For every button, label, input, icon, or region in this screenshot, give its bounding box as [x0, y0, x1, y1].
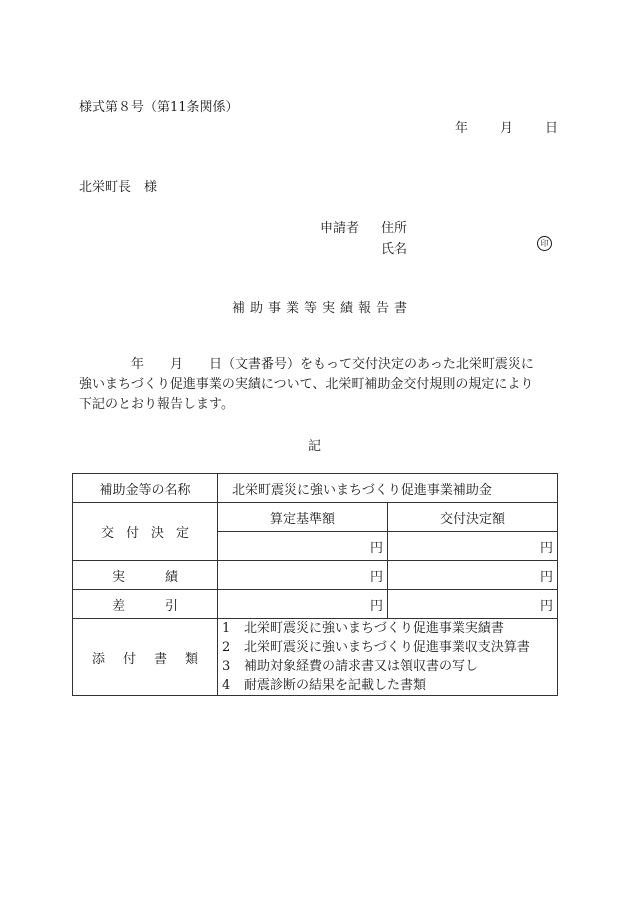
table-row: [73, 619, 558, 696]
decision-base-yen: 円: [218, 532, 388, 561]
diff-label-cell: [73, 590, 218, 619]
table-row: [73, 561, 558, 590]
body-line-3: 下記のとおり報告します。: [79, 397, 234, 412]
actual-amount-yen: 円: [388, 561, 558, 590]
date-day: 日: [545, 121, 559, 136]
body-text: [79, 355, 559, 415]
seal-mark: 印: [537, 236, 552, 251]
document-title: 補助事業等実績報告書: [232, 301, 413, 316]
attachment-number: 2: [222, 640, 231, 655]
actual-label-cell: [73, 561, 218, 590]
attachments-list: [218, 619, 558, 696]
subsidy-name-value: 北栄町震災に強いまちづくり促進事業補助金: [218, 474, 558, 503]
date-line: [455, 117, 558, 136]
record-mark: 記: [308, 439, 322, 454]
col-decision-header: 交付決定額: [388, 503, 558, 532]
attach-label-cell: [73, 619, 218, 696]
diff-label: 差引: [111, 598, 218, 614]
date-year: 年: [455, 121, 469, 136]
attachment-text: 補助対象経費の請求書又は領収書の写し: [244, 659, 479, 674]
list-item: [222, 619, 553, 638]
attach-label: 添付書類: [91, 651, 216, 667]
actual-base-yen: 円: [218, 561, 388, 590]
list-item: [222, 657, 553, 676]
addressee: 北栄町長 様: [79, 180, 158, 195]
attachment-number: 1: [222, 621, 231, 636]
table-row: [73, 474, 558, 503]
decision-amount-yen: 円: [388, 532, 558, 561]
attachment-text: 耐震診断の結果を記載した書類: [244, 678, 427, 693]
table-row: [73, 590, 558, 619]
decision-label: 交付決定: [100, 526, 201, 541]
address-label: 住所: [381, 221, 408, 236]
applicant-label: 申請者: [320, 221, 360, 236]
list-item: [222, 676, 553, 695]
diff-base-yen: 円: [218, 590, 388, 619]
body-line-1: 年 月 日（文書番号）をもって交付決定のあった北栄町震災に: [79, 357, 534, 372]
body-line-2: 強いまちづくり促進事業の実績について、北栄町補助金交付規則の規定により: [79, 377, 534, 392]
col-base-header: 算定基準額: [218, 503, 388, 532]
diff-amount-yen: 円: [388, 590, 558, 619]
table-row: [73, 503, 558, 532]
summary-table: [72, 473, 558, 696]
form-number: 様式第８号（第11条関係）: [79, 100, 239, 115]
attachment-number: 4: [222, 678, 231, 693]
actual-label: 実績: [111, 569, 218, 585]
decision-label-cell: [73, 503, 218, 561]
subsidy-name-label: 補助金等の名称: [73, 474, 218, 503]
date-month: 月: [500, 121, 514, 136]
attachment-text: 北栄町震災に強いまちづくり促進事業収支決算書: [244, 640, 530, 655]
attachment-number: 3: [222, 659, 231, 674]
attachment-text: 北栄町震災に強いまちづくり促進事業実績書: [244, 621, 504, 636]
list-item: [222, 638, 553, 657]
name-label: 氏名: [381, 242, 408, 257]
